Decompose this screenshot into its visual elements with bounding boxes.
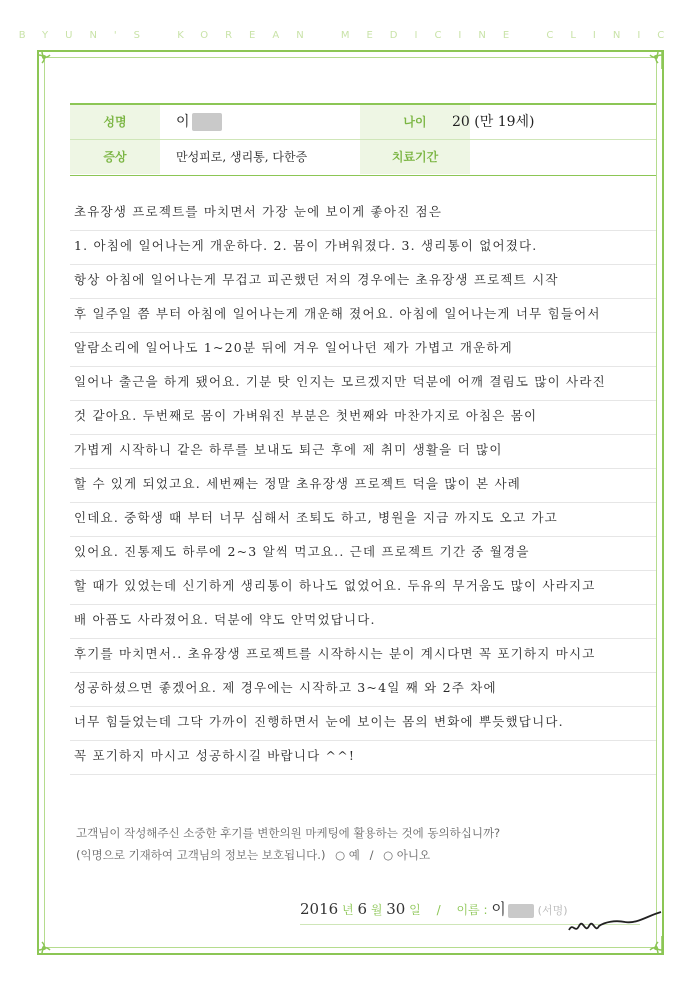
- consent-question: 고객님이 작성해주신 소중한 후기를 변한의원 마케팅에 활용하는 것에 동의하십니까?: [76, 826, 501, 840]
- name-field: [176, 105, 356, 139]
- review-line: 성공하셨으면 좋겠어요. 제 경우에는 시작하고 3~4일 째 와 2주 차에: [70, 673, 656, 707]
- consent-note: (익명으로 기재하여 고객님의 정보는 보호됩니다.): [76, 848, 326, 862]
- review-line: 후기를 마치면서.. 초유장생 프로젝트를 시작하시는 분이 계시다면 꼭 포기하지 마시고: [70, 639, 656, 673]
- name-label: 성명: [70, 105, 160, 139]
- review-line: 알람소리에 일어나도 1~20분 뒤에 겨우 일어나던 제가 가볍고 개운하게: [70, 333, 656, 367]
- review-line: 일어나 출근을 하게 됐어요. 기분 탓 인지는 모르겠지만 덕분에 어깨 결림도 많이 사라진: [70, 367, 656, 401]
- period-label: 치료기간: [360, 140, 470, 174]
- sign-year: 2016: [300, 900, 339, 918]
- review-line: 것 같아요. 두번째로 몸이 가벼워진 부분은 첫번째와 마찬가지로 아침은 몸이: [70, 401, 656, 435]
- info-row-name-age: [70, 105, 656, 140]
- review-line: 배 아픔도 사라졌어요. 덕분에 약도 안먹었답니다.: [70, 605, 656, 639]
- review-line: 너무 힘들었는데 그닥 가까이 진행하면서 눈에 보이는 몸의 변화에 뿌듯했답니다.: [70, 707, 656, 741]
- consent-no-option[interactable]: ○ 아니오: [383, 848, 431, 862]
- sign-name-redaction: [508, 904, 534, 918]
- review-line: 1. 아침에 일어나는게 개운하다. 2. 몸이 가벼워졌다. 3. 생리통이 없어졌다.: [70, 231, 656, 265]
- sign-month-unit: 월: [370, 903, 383, 917]
- review-line: 초유장생 프로젝트를 마치면서 가장 눈에 보이게 좋아진 점은: [70, 197, 656, 231]
- review-line: 할 수 있게 되었고요. 세번째는 정말 초유장생 프로젝트 덕을 많이 본 사례: [70, 469, 656, 503]
- sign-name-value: 이: [491, 900, 506, 918]
- review-line: 있어요. 진통제도 하루에 2~3 알씩 먹고요.. 근데 프로젝트 기간 중 월경을: [70, 537, 656, 571]
- age-label: 나이: [360, 105, 470, 139]
- review-line: 항상 아침에 일어나는게 무겁고 피곤했던 저의 경우에는 초유장생 프로젝트 시작: [70, 265, 656, 299]
- review-line: 할 때가 있었는데 신기하게 생리통이 하나도 없었어요. 두유의 무거움도 많이 사라지고: [70, 571, 656, 605]
- consent-options: [76, 844, 666, 866]
- sign-day-unit: 일: [409, 903, 421, 917]
- review-line: 꼭 포기하지 마시고 성공하시길 바랍니다 ^^!: [70, 741, 656, 775]
- corner-ornament-icon: [36, 49, 58, 71]
- corner-ornament-icon: [642, 49, 664, 71]
- consent-separator: /: [369, 848, 374, 862]
- review-line: 인데요. 중학생 때 부터 너무 심해서 조퇴도 하고, 병원을 지금 까지도 오고 가고: [70, 503, 656, 537]
- name-value: 이: [176, 114, 190, 130]
- symptom-value: 만성피로, 생리통, 다한증: [176, 150, 308, 164]
- period-value: [490, 140, 650, 174]
- symptom-label: 증상: [70, 140, 160, 174]
- sign-day: 30: [386, 900, 406, 918]
- age-value: 20 (만 19세): [452, 114, 535, 130]
- consent-yes-option[interactable]: ○ 예: [335, 848, 360, 862]
- review-body: [70, 197, 656, 775]
- name-redaction: [192, 113, 222, 131]
- sign-year-unit: 년: [342, 903, 354, 917]
- review-line: 가볍게 시작하니 같은 하루를 보내도 퇴근 후에 제 취미 생활을 더 많이: [70, 435, 656, 469]
- sign-name-label: 이름 :: [456, 903, 488, 917]
- sign-label: (서명): [537, 904, 568, 917]
- sign-month: 6: [357, 900, 367, 918]
- info-row-symptom-period: [70, 140, 656, 174]
- consent-section: [76, 822, 666, 866]
- handwritten-signature-icon: [565, 900, 665, 940]
- info-table: [70, 103, 656, 176]
- sign-slash: /: [436, 903, 441, 917]
- corner-ornament-icon: [36, 934, 58, 956]
- review-line: 후 일주일 쯤 부터 아침에 일어나는게 개운해 졌어요. 아침에 일어나는게 너무 힘들어서: [70, 299, 656, 333]
- clinic-banner: BYUN'S KOREAN MEDICINE CLINIC: [18, 30, 682, 41]
